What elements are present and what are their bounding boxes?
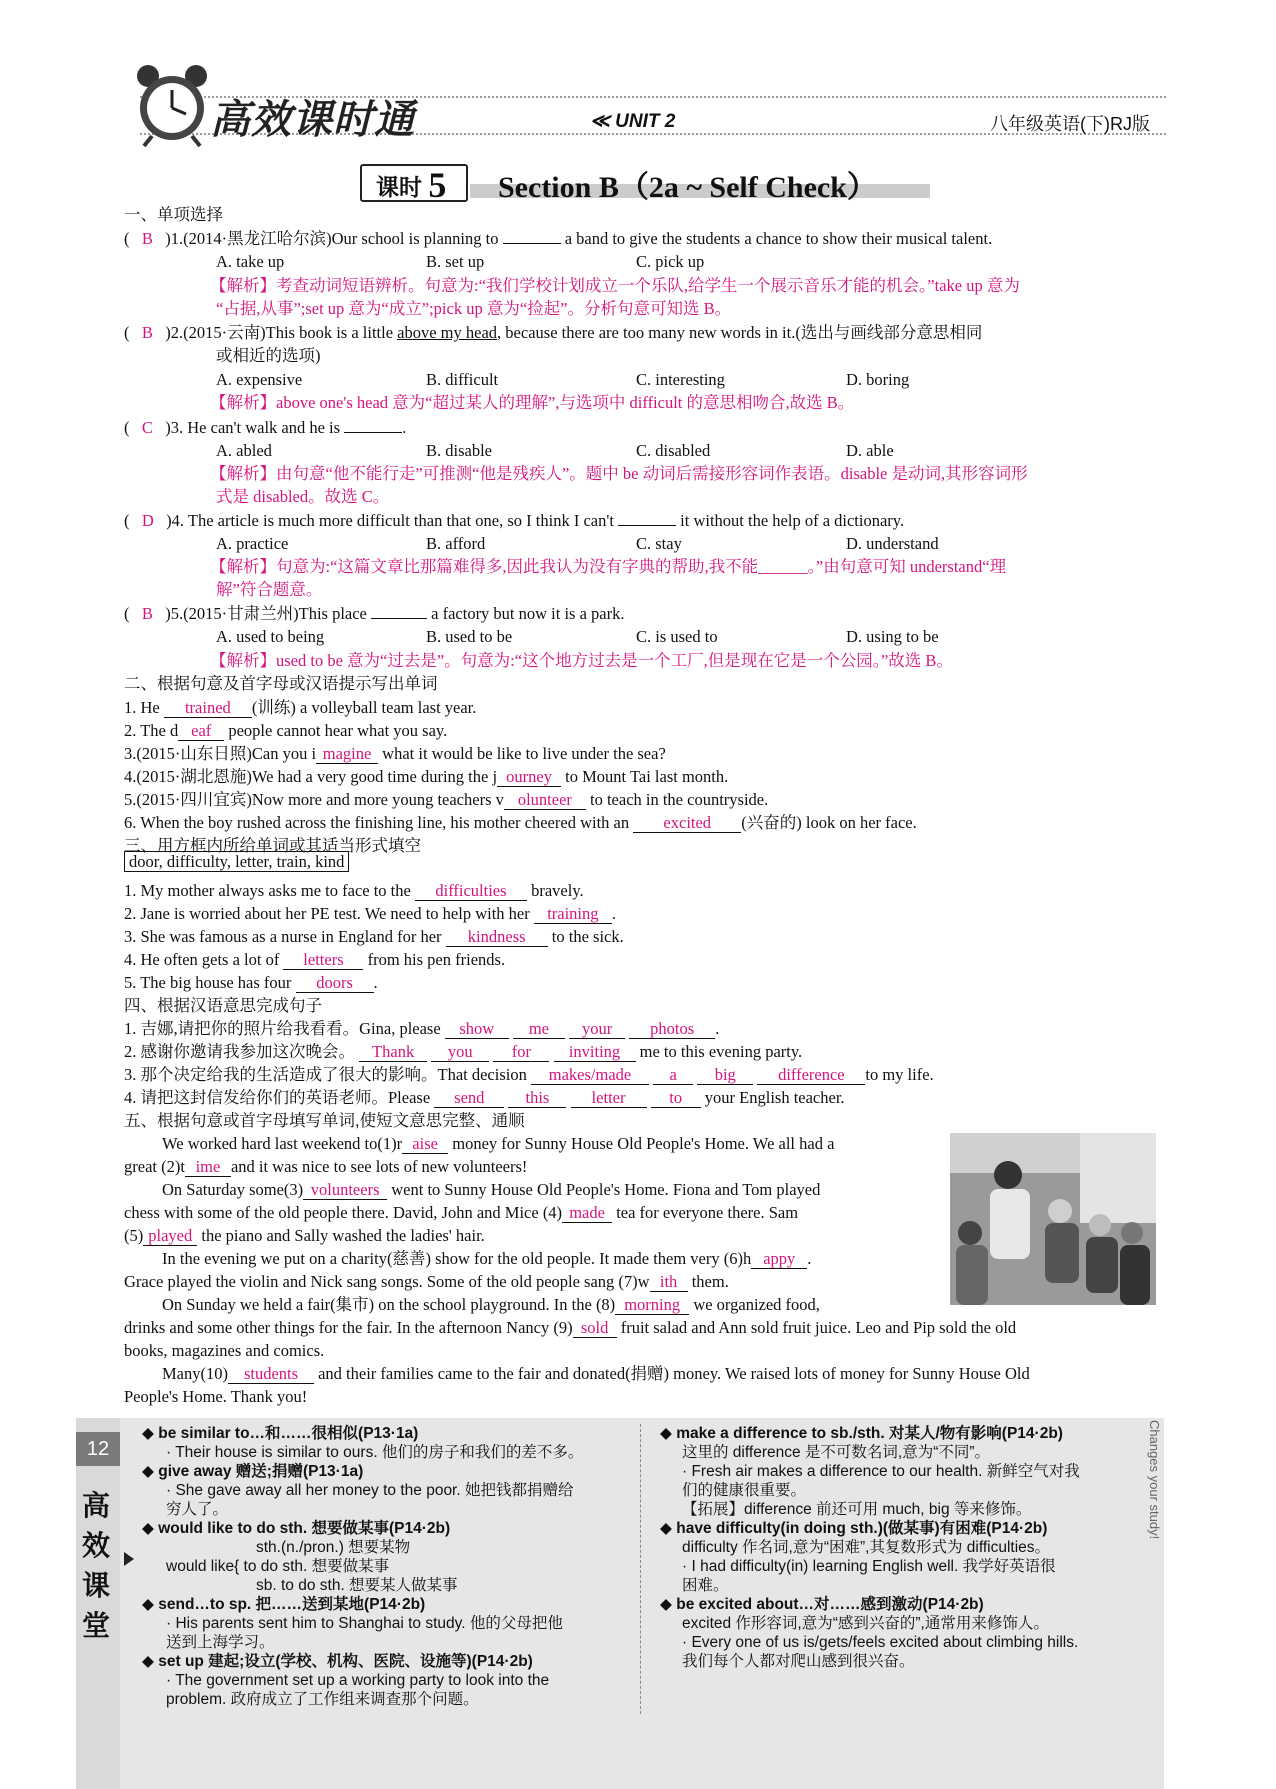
question-stem: )1.(2014·黑龙江哈尔滨)Our school is planning to	[165, 229, 499, 248]
item-text: from his pen friends.	[367, 950, 506, 969]
note-heading-text: give away 赠送;捐赠(P13·1a)	[158, 1463, 364, 1480]
option: A. practice	[216, 534, 289, 553]
fill-item	[124, 766, 728, 788]
blank-answer: to	[651, 1089, 701, 1108]
note-heading-text: send…to sp. 把……送到某地(P14·2b)	[158, 1596, 426, 1613]
passage-text: and their families came to the fair and donated(捐赠) money. We raised lots of money for Sunny House Old	[318, 1364, 1030, 1383]
notes-divider	[640, 1424, 641, 1714]
blank-answer: ith	[650, 1273, 688, 1292]
note-line: problem. 政府成立了工作组来调查那个问题。	[166, 1691, 479, 1708]
blank-answer: your	[569, 1020, 625, 1039]
passage-line	[162, 1294, 820, 1316]
blank-answer: you	[431, 1043, 489, 1062]
note-heading: ◆ have difficulty(in doing sth.)(做某事)有困难(P14·2b)	[660, 1520, 1048, 1537]
fill-item	[124, 903, 616, 925]
option: B. difficult	[426, 370, 499, 389]
note-line: 这里的 difference 是不可数名词,意为“不同”。	[682, 1444, 991, 1461]
blank-answer: doors	[296, 974, 374, 993]
note-heading-text: have difficulty(in doing sth.)(做某事)有困难(P14·2b)	[676, 1520, 1048, 1537]
note-line: 我们每个人都对爬山感到很兴奋。	[682, 1653, 915, 1670]
blank-answer: volunteers	[303, 1181, 387, 1200]
word-box-words: door, difficulty, letter, train, kind	[124, 851, 349, 872]
explanation: 【解析】由句意“他不能行走”可推测“他是残疾人”。题中 be 动词后需接形容词作表语。disable 是动词,其形容词形	[210, 464, 1028, 483]
note-line: · The government set up a working party to look into the	[166, 1672, 550, 1689]
passage-text: On Saturday some(3)	[162, 1180, 304, 1199]
option: D. understand	[846, 534, 939, 553]
passage-text: and it was nice to see lots of new volunteers!	[230, 1157, 528, 1176]
explanation: 解”符合题意。	[216, 580, 323, 599]
note-line: 送到上海学习。	[166, 1634, 275, 1651]
item-text: 2. Jane is worried about her PE test. We need to help with her	[124, 904, 530, 923]
question-stem: .	[402, 418, 407, 437]
option: A. used to being	[216, 627, 325, 646]
question-stem: )4. The article is much more difficult than that one, so I think I can't	[166, 511, 614, 530]
fill-item	[124, 789, 768, 811]
passage-text: Many(10)	[162, 1364, 228, 1383]
blank-answer: makes/made	[531, 1066, 649, 1085]
note-line: · She gave away all her money to the poor. 她把钱都捐赠给	[166, 1482, 574, 1499]
blank-answer: a	[653, 1066, 693, 1085]
explanation: 【解析】used to be 意为“过去是”。句意为:“这个地方过去是一个工厂,但是现在它是一个公园。”故选 B。	[210, 651, 953, 670]
item-text: to the sick.	[551, 927, 624, 946]
note-heading-text: make a difference to sb./sth. 对某人/物有影响(P14·2b)	[676, 1425, 1063, 1442]
note-heading-text: be excited about…对……感到激动(P14·2b)	[676, 1596, 984, 1613]
blank-answer: difference	[757, 1066, 865, 1085]
fill-item	[124, 972, 378, 994]
question-stem: )2.(2015·云南)This book is a little	[165, 323, 394, 342]
blank-answer: ime	[185, 1158, 231, 1177]
item-text: 2. 感谢你邀请我参加这次晚会。	[124, 1042, 355, 1061]
note-heading: ◆ set up 建起;设立(学校、机构、医院、设施等)(P14·2b)	[142, 1653, 533, 1670]
option: D. using to be	[846, 627, 939, 646]
blank-answer: ourney	[497, 768, 561, 787]
note-line: 穷人了。	[166, 1501, 229, 1518]
blank-answer: inviting	[554, 1043, 636, 1062]
option: A. abled	[216, 441, 272, 460]
passage-text: them.	[691, 1272, 729, 1291]
item-text: 6. When the boy rushed across the finishing line, his mother cheered with an	[124, 813, 630, 832]
passage-line	[124, 1202, 798, 1224]
unit-label: ≪ UNIT 2	[590, 111, 676, 132]
note-line: excited 作形容词,意为“感到兴奋的”,通常用来修饰人。	[682, 1615, 1049, 1632]
part1-heading: 一、单项选择	[124, 206, 223, 224]
passage-line	[162, 1363, 1030, 1385]
sidebar-char: 课	[82, 1569, 111, 1602]
item-text: .	[715, 1019, 720, 1038]
blank	[503, 243, 561, 244]
passage-text: tea for everyone there. Sam	[616, 1203, 799, 1222]
blank-answer: this	[508, 1089, 566, 1108]
blank-answer: letters	[283, 951, 363, 970]
part3-heading: 三、用方框内所给单词或其适当形式填空	[124, 837, 421, 855]
item-text: to teach in the countryside.	[590, 790, 769, 809]
sidebar-char: 堂	[82, 1609, 111, 1642]
section-title: Section B（2a ~ Self Check）	[498, 171, 877, 204]
item-text: 5. The big house has four	[124, 973, 292, 992]
note-heading-text: would like to do sth. 想要做某事(P14·2b)	[158, 1520, 451, 1537]
blank-answer: olunteer	[504, 791, 586, 810]
item-text: bravely.	[531, 881, 584, 900]
question-stem: a band to give the students a chance to show their musical talent.	[564, 229, 993, 248]
question-1: ( B )1.(2014·黑龙江哈尔滨)Our school is planning to a band to give the students a chance to show their musical talent.	[124, 229, 993, 248]
fill-item	[124, 697, 476, 719]
option: D. boring	[846, 370, 910, 389]
part4-heading: 四、根据汉语意思完成句子	[124, 997, 322, 1015]
lesson-box	[360, 164, 468, 205]
side-slogan: Changes your study!	[1147, 1420, 1162, 1540]
photo-volunteers	[950, 1133, 1156, 1305]
item-text: 1. He	[124, 698, 160, 717]
note-heading: ◆ be excited about…对……感到激动(P14·2b)	[660, 1596, 984, 1613]
item-text: 3. 那个决定给我的生活造成了很大的影响。That decision	[124, 1065, 527, 1084]
lesson-number: 5	[428, 165, 447, 205]
item-text: to my life.	[865, 1065, 934, 1084]
explanation: 【解析】above one's head 意为“超过某人的理解”,与选项中 difficult 的意思相吻合,故选 B。	[210, 393, 855, 412]
fill-item	[124, 812, 917, 834]
item-text: (训练) a volleyball team last year.	[251, 698, 477, 717]
fill-item	[124, 743, 666, 765]
item-text: your English teacher.	[704, 1088, 845, 1107]
answer: B	[141, 323, 153, 342]
note-line: · Fresh air makes a difference to our health. 新鲜空气对我	[682, 1463, 1080, 1480]
passage-text: great (2)t	[124, 1157, 185, 1176]
passage-line: People's Home. Thank you!	[124, 1387, 308, 1406]
translate-item	[124, 1087, 845, 1109]
passage-text: We worked hard last weekend to(1)r	[162, 1134, 403, 1153]
part5-heading: 五、根据句意或首字母填写单词,使短文意思完整、通顺	[124, 1112, 525, 1130]
blank-answer: Thank	[359, 1043, 427, 1062]
passage-text: money for Sunny House Old People's Home. We all had a	[452, 1134, 835, 1153]
item-text: me to this evening party.	[639, 1042, 803, 1061]
note-line: · His parents sent him to Shanghai to study. 他的父母把他	[166, 1615, 563, 1632]
translate-item	[124, 1064, 934, 1086]
passage-text: In the evening we put on a charity(慈善) show for the old people. It made them very (6)h	[162, 1249, 752, 1268]
lesson-label: 课时	[376, 174, 422, 200]
note-line: 困难。	[682, 1577, 729, 1594]
blank-answer: training	[534, 905, 612, 924]
option: A. take up	[216, 252, 285, 271]
blank-answer: appy	[751, 1250, 807, 1269]
note-line: 【拓展】difference 前还可用 much, big 等来修饰。	[682, 1501, 1032, 1518]
blank-answer: made	[562, 1204, 612, 1223]
blank-answer: me	[513, 1020, 565, 1039]
passage-line: books, magazines and comics.	[124, 1341, 325, 1360]
note-heading: ◆ make a difference to sb./sth. 对某人/物有影响(P14·2b)	[660, 1425, 1063, 1442]
grade-label: 八年级英语(下)RJ版	[990, 114, 1150, 134]
blank-answer: excited	[633, 814, 741, 833]
blank	[344, 432, 402, 433]
translate-item	[124, 1041, 802, 1063]
blank-answer: sold	[573, 1319, 617, 1338]
passage-text: .	[807, 1249, 812, 1268]
blank-answer: kindness	[446, 928, 548, 947]
word-box	[124, 851, 349, 873]
option: C. is used to	[636, 627, 718, 646]
item-text: .	[611, 904, 616, 923]
question-4: ( D )4. The article is much more difficult than that one, so I think I can't it without the help of a dictionary.	[124, 511, 905, 530]
item-text: 4. 请把这封信发给你们的英语老师。Please	[124, 1088, 431, 1107]
passage-line	[124, 1225, 485, 1247]
blank-answer: students	[228, 1365, 314, 1384]
passage-line	[124, 1156, 527, 1178]
item-text: 4.(2015·湖北恩施)We had a very good time during the j	[124, 767, 498, 786]
question-stem: )3. He can't walk and he is	[165, 418, 341, 437]
note-heading-text: be similar to…和……很相似(P13·1a)	[158, 1425, 419, 1442]
option: C. disabled	[636, 441, 711, 460]
fill-item	[124, 949, 505, 971]
underlined-phrase: above my head	[397, 323, 498, 342]
passage-text: went to Sunny House Old People's Home. Fiona and Tom played	[391, 1180, 821, 1199]
item-text: 3.(2015·山东日照)Can you i	[124, 744, 317, 763]
fill-item	[124, 880, 584, 902]
blank-answer: letter	[571, 1089, 647, 1108]
option: D. able	[846, 441, 894, 460]
blank	[618, 525, 676, 526]
blank-answer: show	[445, 1020, 509, 1039]
alarm-clock-icon	[128, 58, 218, 148]
answer: B	[141, 604, 153, 623]
option: C. pick up	[636, 252, 705, 271]
item-text: to Mount Tai last month.	[565, 767, 729, 786]
note-line: would like{ to do sth. 想要做某事	[166, 1558, 390, 1575]
passage-line	[124, 1271, 729, 1293]
note-heading: ◆ would like to do sth. 想要做某事(P14·2b)	[142, 1520, 451, 1537]
blank-answer: aise	[402, 1135, 448, 1154]
blank-answer: eaf	[178, 722, 224, 741]
passage-line	[162, 1248, 811, 1270]
passage-text: On Sunday we held a fair(集市) on the school playground. In the (8)	[162, 1295, 616, 1314]
passage-text: drinks and some other things for the fair. In the afternoon Nancy (9)	[124, 1318, 573, 1337]
passage-line	[124, 1317, 1016, 1339]
passage-text: fruit salad and Ann sold fruit juice. Leo and Pip sold the old	[620, 1318, 1017, 1337]
blank	[371, 618, 427, 619]
note-heading: ◆ give away 赠送;捐赠(P13·1a)	[142, 1463, 364, 1480]
blank-answer: played	[143, 1227, 197, 1246]
explanation: “占据,从事”;set up 意为“成立”;pick up 意为“捡起”。分析句意可知选 B。	[216, 299, 732, 318]
fill-item	[124, 926, 624, 948]
blank-answer: trained	[164, 699, 252, 718]
question-stem: , because there are too many new words in it.(选出与画线部分意思相同	[497, 323, 983, 342]
question-stem: a factory but now it is a park.	[431, 604, 625, 623]
explanation: 【解析】考查动词短语辨析。句意为:“我们学校计划成立一个乐队,给学生一个展示音乐才能的机会。”take up 意为	[210, 276, 1020, 295]
item-text: 5.(2015·四川宜宾)Now more and more young teachers v	[124, 790, 504, 809]
note-line: sb. to do sth. 想要某人做某事	[256, 1577, 458, 1594]
note-heading: ◆ send…to sp. 把……送到某地(P14·2b)	[142, 1596, 426, 1613]
option: B. used to be	[426, 627, 513, 646]
option: C. stay	[636, 534, 682, 553]
option: B. disable	[426, 441, 492, 460]
question-stem: it without the help of a dictionary.	[680, 511, 905, 530]
blank-answer: send	[434, 1089, 504, 1108]
passage-text: (5)	[124, 1226, 144, 1245]
blank-answer: photos	[629, 1020, 715, 1039]
blank-answer: for	[493, 1043, 549, 1062]
question-2: ( B )2.(2015·云南)This book is a little above my head, because there are too many new words in it.(选出与画线部分意思相同	[124, 323, 983, 342]
passage-line	[162, 1179, 820, 1201]
answer: C	[141, 418, 153, 437]
note-heading-text: set up 建起;设立(学校、机构、医院、设施等)(P14·2b)	[158, 1653, 533, 1670]
question-3: ( C )3. He can't walk and he is .	[124, 418, 407, 437]
passage-text: Grace played the violin and Nick sang songs. Some of the old people sang (7)w	[124, 1272, 650, 1291]
item-text: 1. 吉娜,请把你的照片给我看看。Gina, please	[124, 1019, 441, 1038]
option: C. interesting	[636, 370, 725, 389]
part2-heading: 二、根据句意及首字母或汉语提示写出单词	[124, 675, 438, 693]
blank-answer: magine	[316, 745, 378, 764]
option: A. expensive	[216, 370, 303, 389]
passage-text: the piano and Sally washed the ladies' hair.	[201, 1226, 485, 1245]
volunteer-photo-image	[950, 1133, 1156, 1305]
note-line: · Every one of us is/gets/feels excited about climbing hills.	[682, 1634, 1079, 1651]
note-heading: ◆ be similar to…和……很相似(P13·1a)	[142, 1425, 419, 1442]
option: B. set up	[426, 252, 485, 271]
note-line: · Their house is similar to ours. 他们的房子和我们的差不多。	[166, 1444, 584, 1461]
note-line: · I had difficulty(in) learning English well. 我学好英语很	[682, 1558, 1056, 1575]
note-line: difficulty 作名词,意为“困难”,其复数形式为 difficulties。	[682, 1539, 1051, 1556]
blank-answer: big	[697, 1066, 753, 1085]
passage-text: chess with some of the old people there. David, John and Mice (4)	[124, 1203, 563, 1222]
item-text: what it would be like to live under the sea?	[382, 744, 666, 763]
question-5: ( B )5.(2015·甘肃兰州)This place a factory but now it is a park.	[124, 604, 625, 623]
item-text: 2. The d	[124, 721, 179, 740]
sidebar-char: 效	[82, 1529, 111, 1562]
item-text: 4. He often gets a lot of	[124, 950, 280, 969]
note-line: sth.(n./pron.) 想要某物	[256, 1539, 411, 1556]
explanation: 式是 disabled。故选 C。	[216, 487, 390, 506]
sidebar-char: 高	[82, 1489, 111, 1522]
fill-item	[124, 720, 447, 742]
item-text: (兴奋的) look on her face.	[741, 813, 917, 832]
blank-answer: difficulties	[415, 882, 527, 901]
page-number: 12	[76, 1432, 120, 1466]
item-text: people cannot hear what you say.	[228, 721, 448, 740]
item-text: 3. She was famous as a nurse in England for her	[124, 927, 442, 946]
option: B. afford	[426, 534, 486, 553]
question-stem: 或相近的选项)	[216, 346, 321, 365]
note-line: 们的健康很重要。	[682, 1482, 807, 1499]
passage-line	[162, 1133, 834, 1155]
passage-text: we organized food,	[693, 1295, 820, 1314]
explanation: 【解析】句意为:“这篇文章比那篇难得多,因此我认为没有字典的帮助,我不能______。”由句意可知 understand“理	[210, 557, 1007, 576]
blank-answer: morning	[615, 1296, 689, 1315]
translate-item	[124, 1018, 719, 1040]
item-text: 1. My mother always asks me to face to the	[124, 881, 411, 900]
sidebar-arrow-icon	[124, 1552, 134, 1566]
logo-text: 高效课时通	[210, 97, 415, 143]
item-text: .	[373, 973, 378, 992]
answer: B	[141, 229, 153, 248]
question-stem: )5.(2015·甘肃兰州)This place	[165, 604, 367, 623]
answer: D	[141, 511, 154, 530]
